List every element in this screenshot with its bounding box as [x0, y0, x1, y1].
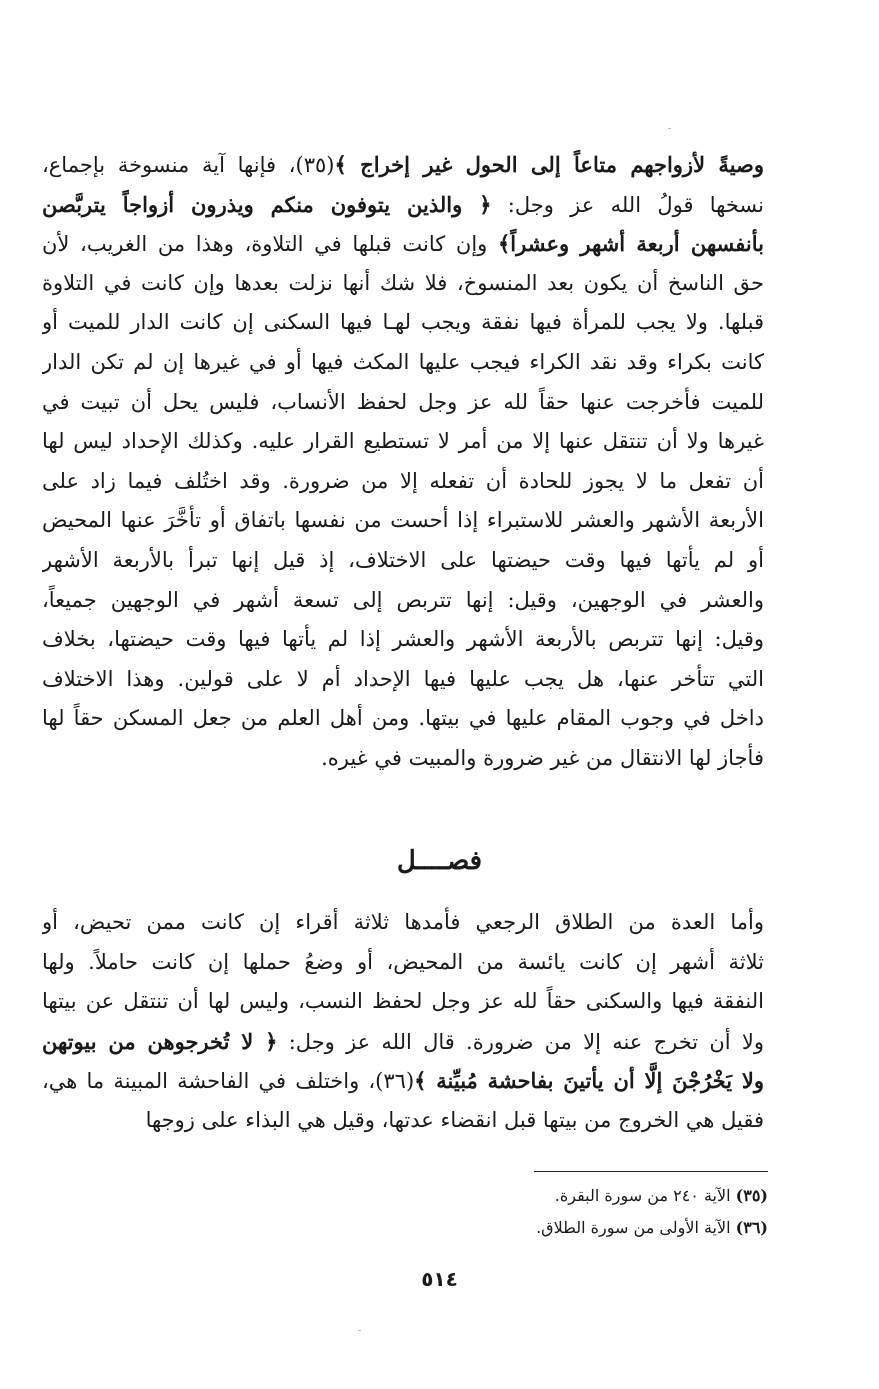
line-text: وقيل: إنها تتربص بالأربعة الأشهر والعشر إذا لم يأتها فيها وقت حيضتها، بخلاف — [42, 627, 764, 652]
footnote-number: (٣٥) — [735, 1186, 768, 1205]
line-text: النفقة فيها والسكنى حقاً لله عز وجل لحفظ النسب، وليس لها أن تنتقل عن بيتها — [42, 989, 764, 1014]
text-line — [42, 145, 764, 185]
line-text: حق الناسخ أن يكون بعد المنسوخ، فلا شك أنها نزلت بعدها وإن كانت في التلاوة — [42, 270, 764, 295]
line-text: أو لم يأتها فيها وقت حيضتها على الاختلاف، إذ قيل إنها تبرأ بالأربعة الأشهر — [42, 547, 764, 572]
text-line — [42, 982, 764, 1022]
line-text: للميت فأخرجت عنها حقاً لله عز وجل لحفظ الأنساب، فليس يحل أن تبيت في — [42, 389, 764, 414]
line-text: الأربعة الأشهر والعشر للاستبراء إذا أحست من نفسها باتفاق أو تأخَّرَ عنها المحيض — [42, 508, 764, 533]
quran-quote: ﴿ لا تُخرجوهن من بيوتهن — [42, 1028, 278, 1054]
page-number: ٥١٤ — [421, 1267, 458, 1291]
footnote-number: (٣٦) — [735, 1218, 768, 1237]
line-text: نسخها قولُ الله عز وجل: — [491, 192, 764, 217]
text-line — [42, 422, 764, 462]
text-line — [42, 303, 764, 343]
text-line — [42, 1022, 764, 1062]
line-text: قبلها. ولا يجب للمرأة فيها نفقة ويجب لهـا فيها السكنى إن كانت الدار للميت أو — [42, 310, 764, 335]
line-text: ثلاثة أشهر إن كانت يائسة من المحيض، أو وضعُ حملها إن كانت حاملاً. ولها — [42, 949, 764, 974]
text-line — [42, 264, 764, 304]
text-line — [42, 1061, 764, 1101]
text-line — [42, 383, 764, 423]
line-text: داخل في وجوب المقام عليها في بيتها. ومن أهل العلم من جعل المسكن حقاً لها — [42, 706, 764, 731]
line-text: التي تتأخر عنها، هل يجب عليها فيها الإحداد أم لا على قولين. وهذا الاختلاف — [42, 666, 764, 691]
section-heading: فصــــل — [396, 846, 483, 876]
paper-speck — [668, 128, 671, 129]
text-line — [42, 185, 764, 225]
text-line — [42, 462, 764, 502]
text-line — [42, 581, 764, 621]
quran-quote: ولا يَخْرُجْنَ إلَّا أن يأتينَ بفاحشة مُبيِّنة ﴾ — [414, 1068, 764, 1094]
line-text: ولا أن تخرج عنه إلا من ضرورة. قال الله عز وجل: — [277, 1029, 764, 1054]
footnotes — [300, 1180, 768, 1244]
line-text: أن تفعل ما لا يجوز للحادة أن تفعله إلا من ضرورة. وقد اختُلف فيما زاد على — [42, 468, 764, 493]
footnote-35 — [300, 1180, 768, 1212]
line-text: غيرها ولا أن تنتقل عنها إلا من أمر لا تستطيع القرار عليه. وكذلك الإحداد ليس لها — [42, 429, 764, 454]
text-line — [42, 620, 764, 660]
footnote-text: الآية ٢٤٠ من سورة البقرة. — [554, 1186, 736, 1205]
text-line — [42, 541, 764, 581]
text-line — [42, 699, 764, 739]
text-line — [42, 943, 764, 983]
line-text: وأما العدة من الطلاق الرجعي فأمدها ثلاثة أقراء إن كانت ممن تحيض، أو — [42, 910, 764, 934]
text-line — [42, 660, 764, 700]
quran-quote: ﴿ والذين يتوفون منكم ويذرون أزواجاً يتربَّصن — [42, 191, 492, 217]
line-text: والعشر في الوجهين، وقيل: إنها تتربص إلى تسعة أشهر في الوجهين جميعاً، — [42, 587, 764, 612]
footnote-36 — [300, 1212, 768, 1244]
text-line — [42, 903, 764, 943]
paper-speck — [358, 1330, 361, 1331]
main-text-top — [42, 145, 764, 779]
footnote-text: الآية الأولى من سورة الطلاق. — [536, 1218, 736, 1237]
quran-quote: بأنفسهن أربعة أشهر وعشراً﴾ — [497, 231, 764, 257]
line-text: (٣٥)، فإنها آية منسوخة بإجماع، — [42, 153, 335, 177]
line-text: فأجاز لها الانتقال من غير ضرورة والمبيت في غيره. — [321, 745, 764, 770]
text-line — [42, 224, 764, 264]
line-text: وإن كانت قبلها في التلاوة، وهذا من الغريب، لأن — [42, 232, 498, 257]
line-text: كانت بكراء وقد نقد الكراء فيجب عليها المكث فيها أو في غيرها إن لم تكن الدار — [42, 349, 764, 374]
text-line — [42, 343, 764, 383]
line-text: (٣٦)، واختلف في الفاحشة المبينة ما هي، — [42, 1069, 415, 1094]
line-text: فقيل هي الخروج من بيتها قبل انقضاء عدتها، وقيل هي البذاء على زوجها — [145, 1107, 764, 1132]
main-text-bottom — [42, 903, 764, 1141]
quran-quote: وصيةً لأزواجهم متاعاً إلى الحول غير إخراج ﴾ — [334, 152, 764, 177]
text-line — [42, 1101, 764, 1141]
text-line — [42, 501, 764, 541]
footnote-separator — [534, 1171, 768, 1172]
text-line — [42, 739, 764, 779]
